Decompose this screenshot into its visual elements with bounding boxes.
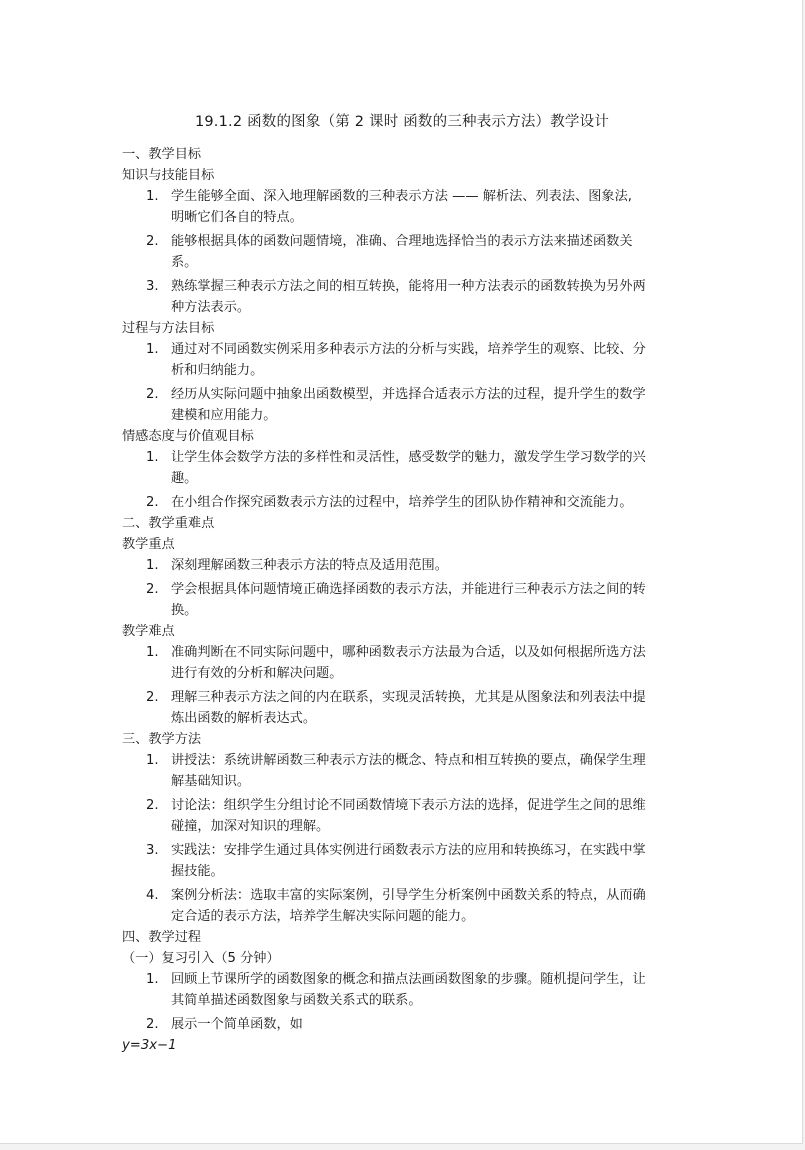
list-text: 实践法：安排学生通过具体实例进行函数表示方法的应用和转换练习，在实践中掌	[171, 843, 646, 858]
list-text: 种方法表示。	[171, 300, 251, 315]
list-process-goals	[122, 339, 687, 426]
list-number: 2.	[146, 798, 159, 813]
section-heading-goals: 一、教学目标	[122, 147, 202, 162]
list-item	[122, 492, 687, 513]
list-text: 炼出函数的解析表达式。	[171, 711, 317, 726]
document-content	[122, 112, 687, 1056]
list-number: 2.	[146, 387, 159, 402]
list-item	[122, 276, 687, 318]
list-number: 1.	[146, 972, 159, 987]
list-text: 趣。	[171, 471, 198, 486]
list-text: 讲授法：系统讲解函数三种表示方法的概念、特点和相互转换的要点，确保学生理	[171, 753, 646, 768]
subheading-difficulty: 教学难点	[122, 624, 175, 639]
list-text: 回顾上节课所学的函数图象的概念和描点法画函数图象的步骤。随机提问学生，让	[171, 972, 646, 987]
list-number: 2.	[146, 1017, 159, 1032]
list-number: 3.	[146, 279, 159, 294]
list-text: 讨论法：组织学生分组讨论不同函数情境下表示方法的选择，促进学生之间的思维	[171, 798, 646, 813]
list-text: 解基础知识。	[171, 774, 251, 789]
list-text: 在小组合作探究函数表示方法的过程中，培养学生的团队协作精神和交流能力。	[171, 495, 633, 510]
list-item	[122, 231, 687, 273]
list-item	[122, 384, 687, 426]
list-text: 展示一个简单函数，如	[171, 1017, 303, 1032]
subheading-review: （一）复习引入（5 分钟）	[122, 951, 280, 966]
list-review	[122, 969, 687, 1035]
list-number: 1.	[146, 753, 159, 768]
list-text: 进行有效的分析和解决问题。	[171, 666, 343, 681]
list-text: 系。	[171, 255, 198, 270]
section-heading-methods: 三、教学方法	[122, 732, 202, 747]
list-item	[122, 339, 687, 381]
list-item	[122, 885, 687, 927]
list-item	[122, 642, 687, 684]
list-item	[122, 750, 687, 792]
list-number: 1.	[146, 189, 159, 204]
subheading-focus: 教学重点	[122, 537, 175, 552]
section-heading-process: 四、教学过程	[122, 930, 202, 945]
list-text: 让学生体会数学方法的多样性和灵活性，感受数学的魅力，激发学生学习数学的兴	[171, 450, 646, 465]
list-text: 深刻理解函数三种表示方法的特点及适用范围。	[171, 558, 448, 573]
list-text: 碰撞，加深对知识的理解。	[171, 819, 330, 834]
list-methods	[122, 750, 687, 927]
list-emotion-goals	[122, 447, 687, 513]
list-number: 1.	[146, 645, 159, 660]
list-item	[122, 579, 687, 621]
list-number: 1.	[146, 342, 159, 357]
list-text: 能够根据具体的函数问题情境，准确、合理地选择恰当的表示方法来描述函数关	[171, 234, 633, 249]
list-text: 理解三种表示方法之间的内在联系，实现灵活转换，尤其是从图象法和列表法中提	[171, 690, 646, 705]
subheading-process-goals: 过程与方法目标	[122, 321, 215, 336]
subheading-knowledge: 知识与技能目标	[122, 168, 215, 183]
list-number: 2.	[146, 582, 159, 597]
list-text: 学生能够全面、深入地理解函数的三种表示方法 —— 解析法、列表法、图象法,	[171, 189, 632, 204]
list-text: 析和归纳能力。	[171, 363, 264, 378]
list-text: 定合适的表示方法，培养学生解决实际问题的能力。	[171, 909, 475, 924]
list-text: 通过对不同函数实例采用多种表示方法的分析与实践，培养学生的观察、比较、分	[171, 342, 646, 357]
list-number: 1.	[146, 450, 159, 465]
list-difficulty	[122, 642, 687, 729]
list-item	[122, 447, 687, 489]
list-item	[122, 555, 687, 576]
list-item	[122, 186, 687, 228]
list-text: 案例分析法：选取丰富的实际案例，引导学生分析案例中函数关系的特点，从而确	[171, 888, 646, 903]
list-item	[122, 795, 687, 837]
list-number: 3.	[146, 843, 159, 858]
list-text: 握技能。	[171, 864, 224, 879]
list-text: 其简单描述函数图象与函数关系式的联系。	[171, 993, 422, 1008]
formula: y=3x−1	[122, 1038, 177, 1053]
list-text: 准确判断在不同实际问题中，哪种函数表示方法最为合适，以及如何根据所选方法	[171, 645, 646, 660]
list-number: 4.	[146, 888, 159, 903]
list-text: 建模和应用能力。	[171, 408, 277, 423]
document-title: 19.1.2 函数的图象（第 2 课时 函数的三种表示方法）教学设计	[194, 114, 610, 130]
list-text: 换。	[171, 603, 198, 618]
section-heading-keypoints: 二、教学重难点	[122, 516, 215, 531]
list-number: 2.	[146, 495, 159, 510]
list-text: 学会根据具体问题情境正确选择函数的表示方法，并能进行三种表示方法之间的转	[171, 582, 646, 597]
list-text: 经历从实际问题中抽象出函数模型，并选择合适表示方法的过程，提升学生的数学	[171, 387, 646, 402]
list-focus	[122, 555, 687, 621]
list-item	[122, 687, 687, 729]
list-number: 1.	[146, 558, 159, 573]
list-text: 熟练掌握三种表示方法之间的相互转换，能将用一种方法表示的函数转换为另外两	[171, 279, 646, 294]
list-knowledge	[122, 186, 687, 318]
list-text: 明晰它们各自的特点。	[171, 210, 303, 225]
subheading-emotion-goals: 情感态度与价值观目标	[122, 429, 254, 444]
list-item	[122, 969, 687, 1011]
list-item	[122, 1014, 687, 1035]
list-number: 2.	[146, 690, 159, 705]
list-item	[122, 840, 687, 882]
list-number: 2.	[146, 234, 159, 249]
